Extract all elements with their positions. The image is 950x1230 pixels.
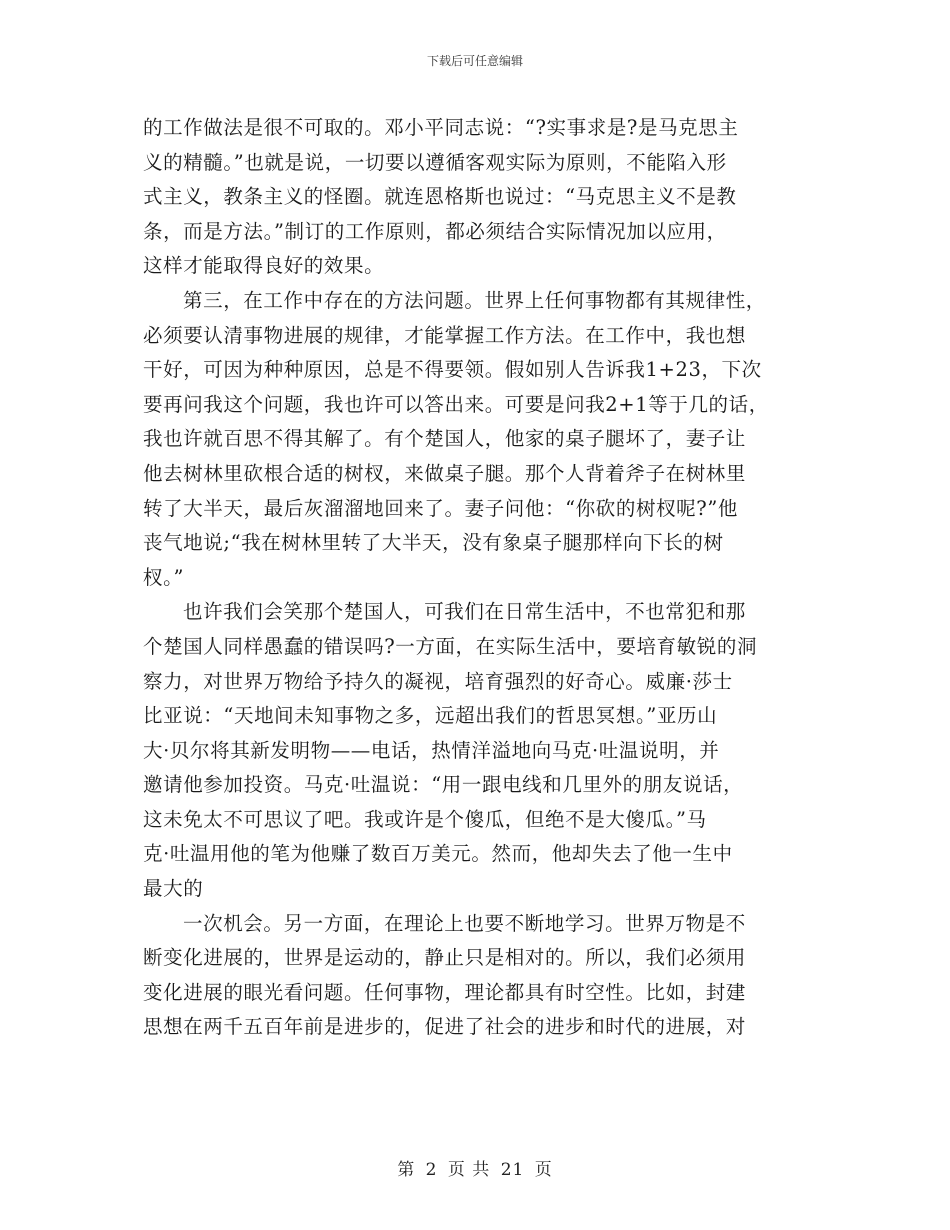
footer-page-number: 2 (425, 1160, 438, 1180)
text-line: 断变化进展的，世界是运动的，静止只是相对的。所以，我们必须用 (143, 946, 747, 970)
text-line: 丧气地说;“我在树林里转了大半天，没有象桌子腿那样向下长的树 (143, 531, 724, 555)
text-line: 必须要认清事物进展的规律，才能掌握工作方法。在工作中，我也想 (143, 323, 747, 347)
footer-total-pages: 21 (500, 1160, 525, 1180)
text-line: 察力，对世界万物给予持久的凝视，培育强烈的好奇心。威廉·莎士 (143, 669, 733, 693)
text-line: 最大的 (143, 877, 204, 901)
text-line: 杈。” (143, 565, 185, 589)
text-line: 转了大半天，最后灰溜溜地回来了。妻子问他：“你砍的树杈呢?”他 (143, 496, 738, 520)
text-line: 克·吐温用他的笔为他赚了数百万美元。然而，他却失去了他一生中 (143, 842, 733, 866)
page-footer (0, 1155, 950, 1180)
text-line: 邀请他参加投资。马克·吐温说：“用一跟电线和几里外的朋友说话， (143, 773, 744, 797)
text-line: 也许我们会笑那个楚国人，可我们在日常生活中，不也常犯和那 (183, 600, 746, 624)
document-body (143, 111, 809, 1045)
text-line: 条，而是方法。”制订的工作原则，都必须结合实际情况加以应用， (143, 219, 727, 243)
text-line: 大·贝尔将其新发明物——电话，热情洋溢地向马克·吐温说明，并 (143, 738, 720, 762)
text-line: 这样才能取得良好的效果。 (143, 254, 385, 278)
footer-middle: 页 共 (447, 1160, 491, 1180)
text-line: 比亚说：“天地间未知事物之多，远超出我们的哲思冥想。”亚历山 (143, 704, 718, 728)
text-line: 干好，可因为种种原因，总是不得要领。假如别人告诉我1+23，下次 (143, 358, 762, 382)
text-line: 思想在两千五百年前是进步的，促进了社会的进步和时代的进展，对 (143, 1015, 747, 1039)
text-line: 要再问我这个问题，我也许可以答出来。可要是问我2+1等于几的话， (143, 392, 769, 416)
text-line: 一次机会。另一方面，在理论上也要不断地学习。世界万物是不 (183, 911, 746, 935)
text-line: 个楚国人同样愚蠢的错误吗?一方面，在实际生活中，要培育敏锐的洞 (143, 634, 758, 658)
text-line: 式主义，教条主义的怪圈。就连恩格斯也说过：“马克思主义不是教 (143, 185, 737, 209)
text-line: 的工作做法是很不可取的。邓小平同志说：“?实事求是?是马克思主 (143, 116, 739, 139)
text-line: 变化进展的眼光看问题。任何事物，理论都具有时空性。比如，封建 (143, 980, 747, 1004)
text-line: 义的精髓。”也就是说，一切要以遵循客观实际为原则，不能陷入形 (143, 150, 727, 174)
text-line: 他去树林里砍根合适的树杈，来做桌子腿。那个人背着斧子在树林里 (143, 461, 747, 485)
page-header: 下载后可任意编辑 (426, 54, 523, 68)
text-line: 第三，在工作中存在的方法问题。世界上任何事物都有其规律性， (183, 288, 766, 312)
footer-suffix: 页 (534, 1160, 553, 1180)
footer-prefix: 第 (397, 1160, 416, 1180)
text-line: 我也许就百思不得其解了。有个楚国人，他家的桌子腿坏了，妻子让 (143, 427, 747, 451)
text-line: 这未免太不可思议了吧。我或许是个傻瓜，但绝不是大傻瓜。”马 (143, 807, 707, 831)
